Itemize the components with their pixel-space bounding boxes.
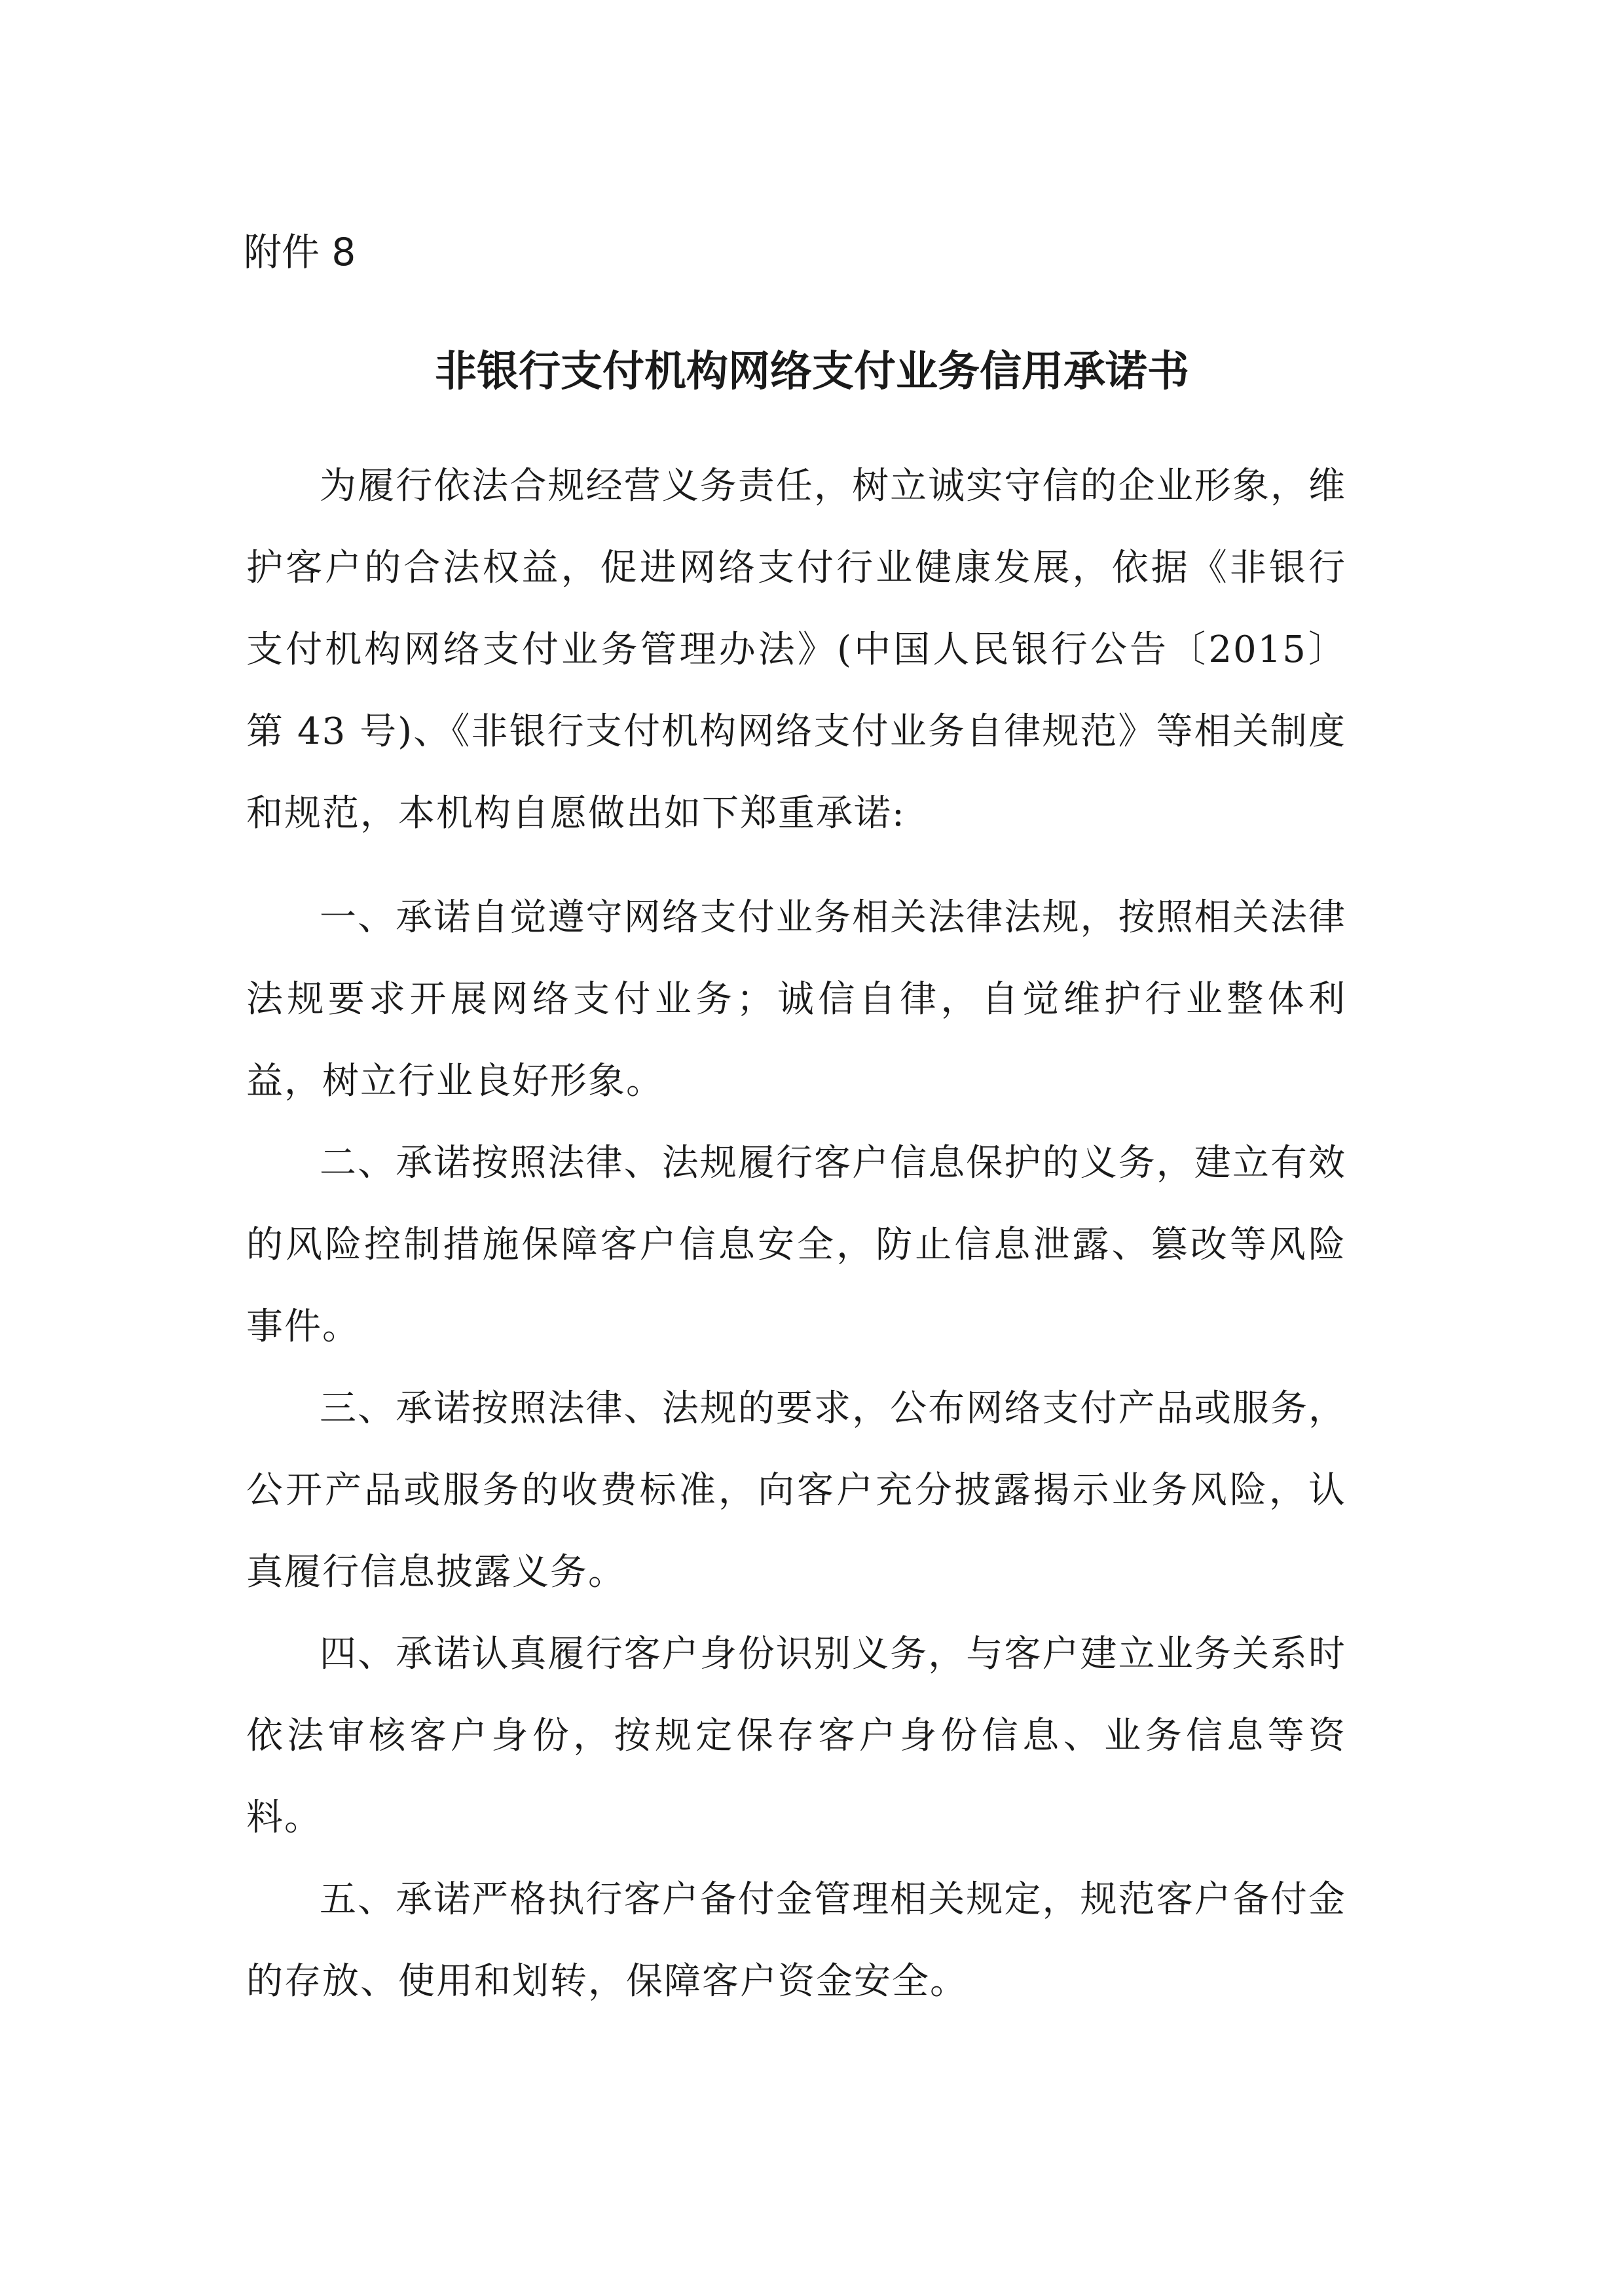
commitment-item-3: 三、承诺按照法律、法规的要求，公布网络支付产品或服务，公开产品或服务的收费标准，向客户充分披露揭示业务风险，认真履行信息披露义务。 bbox=[246, 1387, 1346, 1594]
commitment-item-5: 五、承诺严格执行客户备付金管理相关规定，规范客户备付金的存放、使用和划转，保障客户资金安全。 bbox=[246, 1878, 1346, 2003]
commitment-item-1: 一、承诺自觉遵守网络支付业务相关法律法规，按照相关法律法规要求开展网络支付业务；诚信自律，自觉维护行业整体利益，树立行业良好形象。 bbox=[246, 896, 1346, 1102]
intro-paragraph: 为履行依法合规经营义务责任，树立诚实守信的企业形象，维护客户的合法权益，促进网络支付行业健康发展，依据《非银行支付机构网络支付业务管理办法》(中国人民银行公告〔2015〕第 43 号)、《非银行支付机构网络支付业务自律规范》等相关制度和规范，本机构自愿做出如下郑重承诺: bbox=[246, 465, 1346, 835]
commitment-item-2: 二、承诺按照法律、法规履行客户信息保护的义务，建立有效的风险控制措施保障客户信息安全，防止信息泄露、篡改等风险事件。 bbox=[246, 1142, 1346, 1348]
document-body bbox=[246, 445, 1346, 2022]
commitment-item-4: 四、承诺认真履行客户身份识别义务，与客户建立业务关系时依法审核客户身份，按规定保存客户身份信息、业务信息等资料。 bbox=[246, 1633, 1346, 1839]
attachment-label: 附件 8 bbox=[244, 230, 356, 274]
document-title: 非银行支付机构网络支付业务信用承诺书 bbox=[435, 348, 1189, 396]
